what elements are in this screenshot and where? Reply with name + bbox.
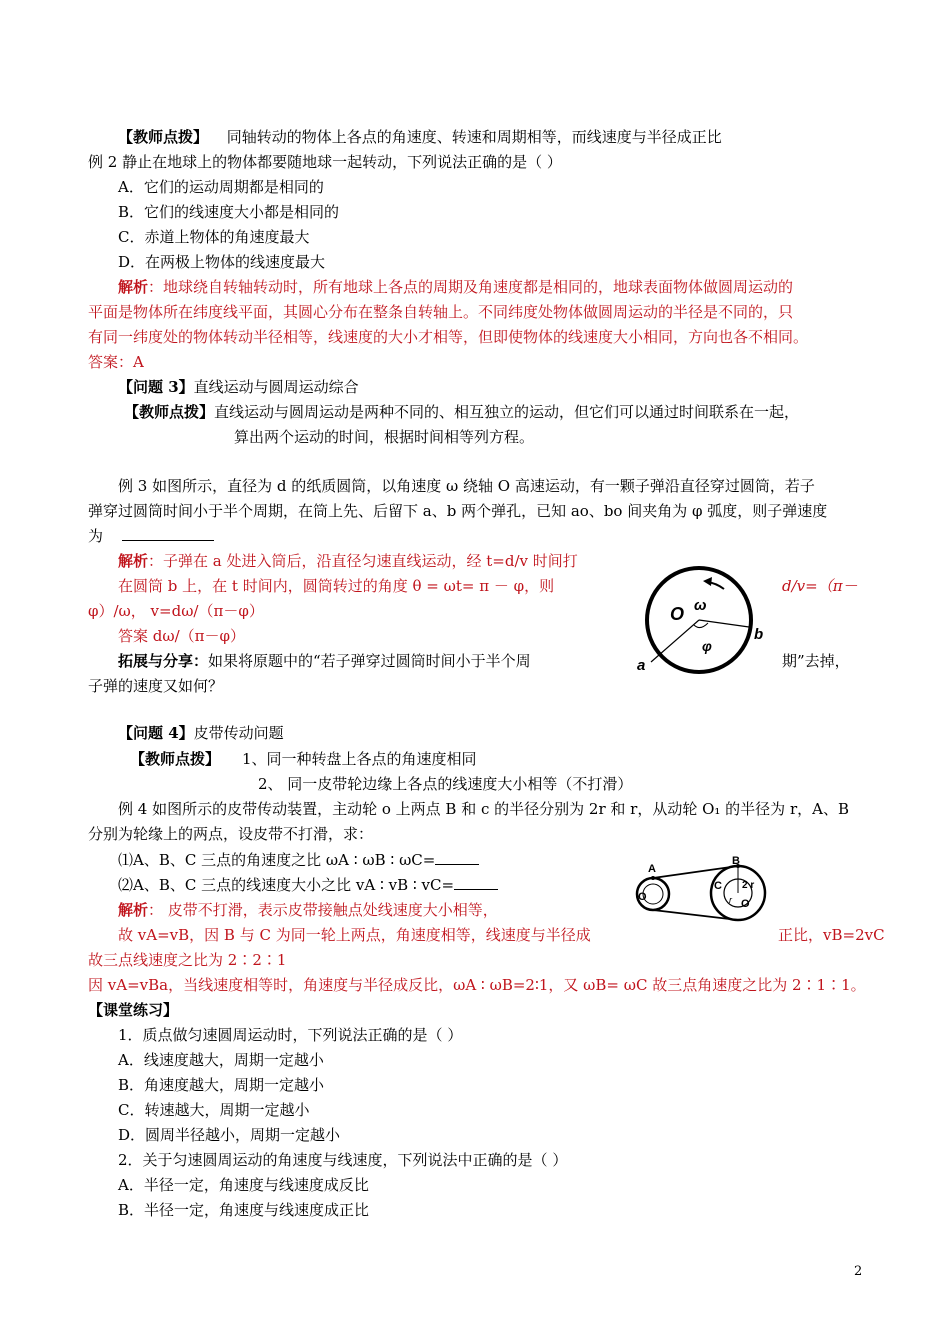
label-omega: ω (694, 597, 707, 614)
teacher-tip-1 (118, 127, 722, 147)
example-2-option-d: D．在两极上物体的线速度最大 (118, 253, 326, 271)
example-3-line-3 (88, 526, 214, 546)
example-3-analysis-line-2-right: d/v=（π－ (782, 577, 858, 595)
example-2-analysis-line-2: 平面是物体所在纬度线平面，其圆心分布在整条自转轴上。不同纬度处物体做圆周运动的半径是不同的，只 (88, 303, 794, 321)
practice-q2-option-b: B．半径一定，角速度与线速度成正比 (118, 1201, 370, 1219)
cylinder-figure (628, 565, 778, 677)
example-2-option-b: B．它们的线速度大小都是相同的 (118, 203, 340, 221)
point-a (651, 876, 655, 880)
label-b: B (732, 856, 740, 867)
practice-q1-option-b: B．角速度越大，周期一定越小 (118, 1076, 325, 1094)
example-3-extension-line-2: 子弹的速度又如何？ (88, 677, 224, 695)
problem-3-title-text: 直线运动与圆周运动综合 (193, 378, 359, 396)
example-4-line-1: 例 4 如图所示的皮带传动装置，主动轮 o 上两点 B 和 c 的半径分别为 2r 和 r，从动轮 O₁ 的半径为 r，A、B (118, 800, 849, 818)
tip-label: 【教师点拨】 (130, 750, 221, 768)
practice-q1-option-c: C．转速越大，周期一定越小 (118, 1101, 310, 1119)
example-2-analysis-line-3: 有同一纬度处的物体转动半径相等，线速度的大小才相等，但即使物体的线速度大小相同，方向也各不相同。 (88, 328, 809, 346)
radius-oa (651, 620, 699, 662)
practice-title: 【课堂练习】 (88, 1001, 179, 1019)
problem-3-label: 【问题 3】 (118, 378, 194, 396)
example-3-extension-line-1 (118, 651, 531, 671)
example-2-option-a: A．它们的运动周期都是相同的 (118, 178, 324, 196)
example-2-question: 例 2 静止在地球上的物体都要随地球一起转动，下列说法正确的是（ ） (88, 153, 562, 171)
tip-text: 同轴转动的物体上各点的角速度、转速和周期相等，而线速度与半径成正比 (226, 128, 722, 146)
extension-text: 如果将原题中的“若子弹穿过圆筒时间小于半个周 (208, 652, 531, 670)
answer-blank-1 (435, 864, 479, 865)
example-4-analysis-line-1 (118, 900, 498, 920)
label-2r: 2 r (742, 880, 755, 891)
extension-label: 拓展与分享： (118, 652, 209, 670)
example-4-analysis-line-4: 因 vA=vBa，当线速度相等时，角速度与半径成反比，ωA ∶ ωB=2∶1，又 ωB= ωC 故三点角速度之比为 2∶1∶1。 (88, 976, 866, 994)
analysis-text: ： 皮带不打滑，表示皮带接触点处线速度大小相等， (148, 901, 498, 919)
analysis-label: 解析 (118, 552, 149, 570)
example-3-analysis-line-3: φ）/ω， v=dω/（π－φ） (88, 602, 264, 620)
label-o: O (741, 898, 750, 910)
belt-drive-figure (632, 856, 782, 922)
example-4-analysis-line-2: 故 vA=vB，因 B 与 C 为同一轮上两点，角速度相等，线速度与半径成 (118, 926, 591, 944)
example-4-line-2: 分别为轮缘上的两点，设皮带不打滑，求： (88, 825, 374, 843)
label-a: a (637, 657, 646, 674)
example-2-option-c: C．赤道上物体的角速度最大 (118, 228, 310, 246)
tip-label: 【教师点拨】 (124, 403, 215, 421)
example-2-answer: 答案：A (88, 353, 144, 371)
label-phi: φ (702, 638, 712, 654)
label-a: A (648, 863, 656, 875)
example-4-analysis-line-2-right: 正比，vB=2vC (778, 926, 885, 944)
analysis-label: 解析 (118, 901, 149, 919)
problem-4-label: 【问题 4】 (118, 724, 194, 742)
problem-3-tip-line-1 (124, 402, 799, 422)
angle-arc (694, 623, 708, 628)
label-c: C (714, 880, 722, 892)
arrow-head (703, 577, 712, 586)
example-3-answer: 答案 dω/（π－φ） (118, 627, 246, 645)
example-3-extension-line-1-right: 期”去掉， (782, 652, 850, 670)
belt-bottom (653, 910, 738, 920)
practice-question-1: 1．质点做匀速圆周运动时，下列说法正确的是（ ） (118, 1026, 463, 1044)
label-o: O (670, 604, 685, 624)
tip-text: 直线运动与圆周运动是两种不同的、相互独立的运动，但它们可以通过时间联系在一起， (214, 403, 800, 421)
example-3-analysis-line-1 (118, 551, 578, 571)
analysis-text: ：子弹在 a 处进入筒后，沿直径匀速直线运动，经 t=d/v 时间打 (148, 552, 578, 570)
example-2-analysis-line-1 (118, 277, 793, 297)
question-1-text: ⑴A、B、C 三点的角速度之比 ωA ∶ ωB ∶ ωC= (118, 851, 436, 869)
practice-q1-option-a: A．线速度越大，周期一定越小 (118, 1051, 324, 1069)
example-3-line-2: 弹穿过圆筒时间小于半个周期，在筒上先、后留下 a、b 两个弹孔，已知 ao、bo 间夹角为 φ 弧度，则子弹速度 (88, 502, 828, 520)
tip-text: 1、同一种转盘上各点的角速度相同 (242, 750, 477, 768)
tip-label: 【教师点拨】 (118, 128, 209, 146)
example-3-analysis-line-2: 在圆筒 b 上，在 t 时间内，圆筒转过的角度 θ = ωt= π － φ，则 (118, 577, 555, 595)
problem-4-title (118, 723, 284, 743)
page-number: 2 (854, 1264, 863, 1279)
problem-4-tip-line-1 (130, 749, 477, 769)
example-4-analysis-line-3: 故三点线速度之比为 2∶2∶1 (88, 951, 287, 969)
example-3-line-1: 例 3 如图所示，直径为 d 的纸质圆筒，以角速度 ω 绕轴 O 高速运动，有一颗子弹沿直径穿过圆筒，若子 (118, 477, 815, 495)
radius-ob (699, 620, 749, 627)
answer-blank (122, 540, 214, 541)
example-4-question-2 (118, 875, 498, 895)
question-2-text: ⑵A、B、C 三点的线速度大小之比 vA ∶ vB ∶ vC= (118, 876, 455, 894)
problem-4-tip-line-2: 2、 同一皮带轮边缘上各点的线速度大小相等（不打滑） (258, 775, 633, 793)
example-3-line-3-text: 为 (88, 527, 104, 545)
problem-4-title-text: 皮带传动问题 (193, 724, 284, 742)
practice-question-2: 2．关于匀速圆周运动的角速度与线速度，下列说法中正确的是（ ） (118, 1151, 568, 1169)
problem-3-title (118, 377, 359, 397)
practice-q2-option-a: A．半径一定，角速度与线速度成反比 (118, 1176, 369, 1194)
analysis-text: ：地球绕自转轴转动时，所有地球上各点的周期及角速度都是相同的，地球表面物体做圆周运动的 (148, 278, 794, 296)
example-4-question-1 (118, 850, 479, 870)
analysis-label: 解析 (118, 278, 149, 296)
answer-blank-2 (454, 889, 498, 890)
practice-q1-option-d: D．圆周半径越小，周期一定越小 (118, 1126, 341, 1144)
problem-3-tip-line-2: 算出两个运动的时间，根据时间相等列方程。 (234, 428, 535, 446)
label-b: b (754, 626, 764, 643)
label-r: r (729, 895, 732, 905)
label-o1: O (638, 891, 647, 903)
